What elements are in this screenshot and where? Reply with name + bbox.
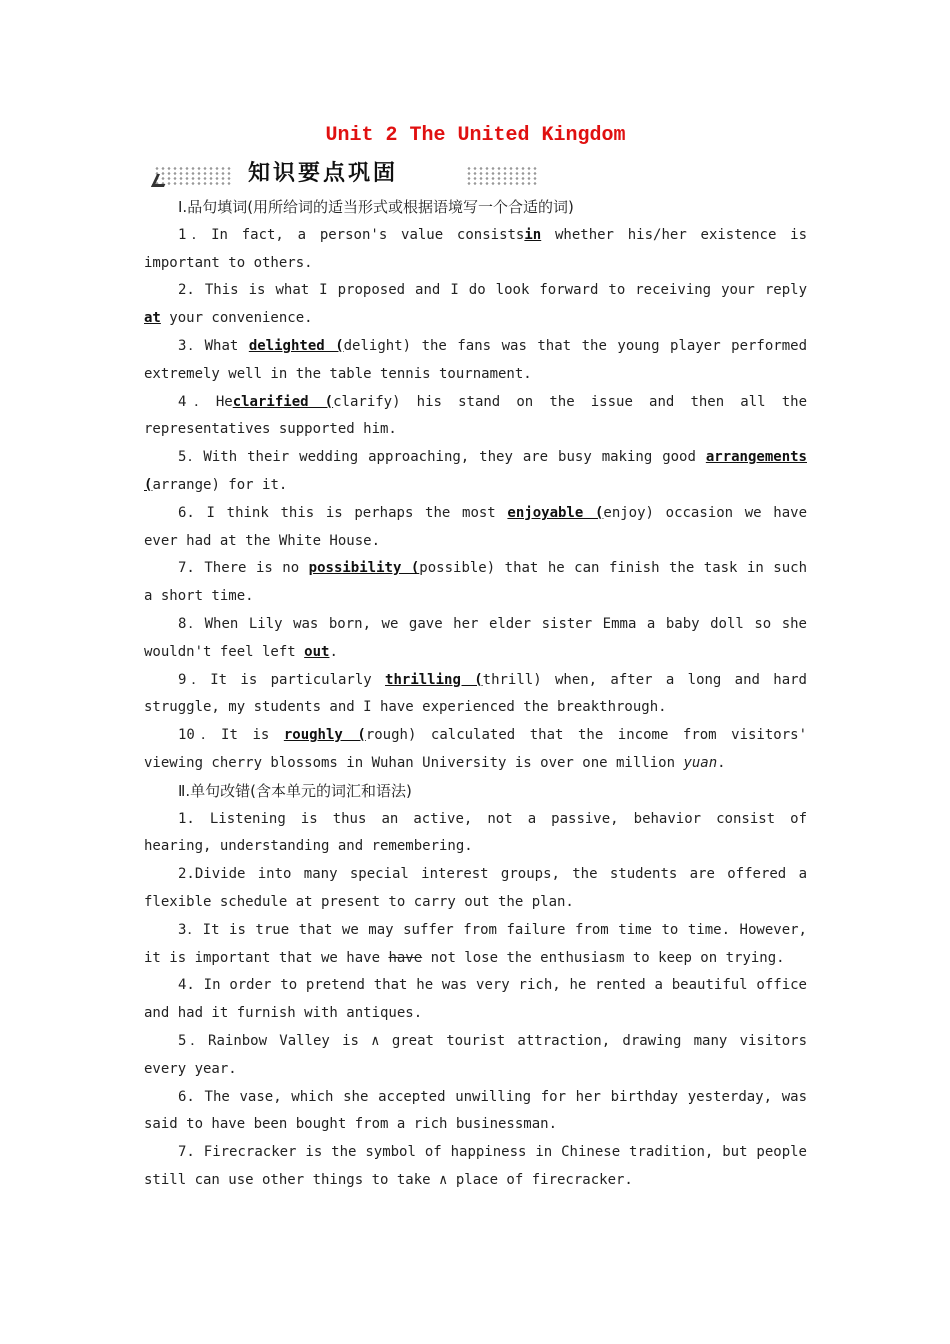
- correction-item: 4. In order to pretend that he was very rich, he rented a beautiful office and had it furnish with antiques.: [144, 977, 807, 1022]
- answer: arrangements (: [144, 449, 807, 493]
- fill-item: [144, 667, 807, 723]
- fill-item: [144, 611, 807, 667]
- section2-heading: Ⅱ.单句改错(含本单元的词汇和语法): [178, 781, 412, 800]
- item-text: possible) that he can finish the task in such a short time.: [144, 560, 808, 605]
- item-text: whether his/her existence is important to others.: [144, 226, 807, 271]
- item-text: clarify) his stand on the issue and then all the representatives supported him.: [144, 393, 807, 438]
- fill-item: [144, 500, 807, 556]
- answer: possibility (: [308, 560, 420, 577]
- item-text: your convenience.: [160, 310, 313, 327]
- item-text: 10．It is: [178, 727, 284, 744]
- item-text: 5．With their wedding approaching, they are busy making good: [178, 449, 706, 466]
- section1-heading: Ⅰ.品句填词(用所给词的适当形式或根据语境写一个合适的词): [178, 198, 574, 216]
- struck-word: have: [388, 949, 423, 966]
- item-text: delight) the fans was that the young player performed extremely well in the table tennis tournament.: [144, 337, 807, 382]
- correction-item: 5．Rainbow Valley is ∧ great tourist attraction, drawing many visitors every year.: [144, 1032, 807, 1077]
- item-text: not lose the enthusiasm to keep on trying.: [422, 949, 785, 966]
- item-text: 1．In fact, a person's value consists: [178, 226, 525, 243]
- answer: thrilling (: [385, 671, 483, 688]
- item-text: 7. There is no: [178, 560, 309, 577]
- correction-item: 6. The vase, which she accepted unwilling for her birthday yesterday, was said to have been bought from a rich businessman.: [144, 1088, 807, 1133]
- answer: enjoyable (: [507, 504, 604, 521]
- fill-item: [144, 444, 807, 500]
- fill-item: [144, 222, 807, 278]
- answer: out: [304, 643, 330, 660]
- item-text: thrill) when, after a long and hard struggle, my students and I have experienced the breakthrough.: [144, 671, 807, 716]
- correction-item: 1. Listening is thus an active, not a passive, behavior consist of hearing, understanding and remembering.: [144, 810, 807, 855]
- italic-word: yuan: [683, 754, 718, 771]
- dotted-decoration-right: [466, 166, 538, 186]
- section-banner: [144, 158, 807, 194]
- item-text: enjoy) occasion we have ever had at the White House.: [144, 504, 807, 549]
- fill-item: [144, 555, 807, 611]
- correction-item: [144, 917, 807, 973]
- unit-title: Unit 2 The United Kingdom: [325, 124, 626, 147]
- answer: roughly (: [283, 727, 366, 744]
- banner-heading: 知识要点巩固: [248, 161, 399, 186]
- fill-item: [144, 277, 807, 333]
- item-text: 8．When Lily was born, we gave her elder sister Emma a baby doll so she wouldn't feel left: [144, 615, 807, 660]
- answer: in: [524, 226, 542, 243]
- document-page: [144, 118, 807, 1195]
- item-text: 6. I think this is perhaps the most: [178, 504, 508, 521]
- item-text: 3．What: [178, 337, 249, 354]
- item-text: .: [717, 754, 726, 771]
- item-text: 2. This is what I proposed and I do look forward to receiving your reply: [178, 282, 807, 299]
- item-text: rough) calculated that the income from visitors' viewing cherry blossoms in Wuhan University is over one million: [144, 727, 808, 771]
- item-text: 4．He: [178, 393, 233, 410]
- answer: clarified (: [232, 393, 334, 410]
- item-text: .: [329, 643, 338, 660]
- item-text: arrange) for it.: [152, 476, 288, 493]
- fill-item: [144, 389, 807, 445]
- correction-item: 7. Firecracker is the symbol of happiness in Chinese tradition, but people still can use other things to take ∧ place of firecracker.: [144, 1144, 807, 1188]
- answer: delighted (: [248, 337, 344, 354]
- correction-item: 2.Divide into many special interest groups, the students are offered a flexible schedule at present to carry out the plan.: [144, 866, 807, 910]
- answer: at: [144, 310, 161, 327]
- item-text: 9．It is particularly: [178, 671, 386, 688]
- fill-item: [144, 333, 807, 389]
- fill-item: [144, 722, 807, 778]
- item-text: 3．It is true that we may suffer from failure from time to time. However, it is important that we have: [144, 921, 807, 966]
